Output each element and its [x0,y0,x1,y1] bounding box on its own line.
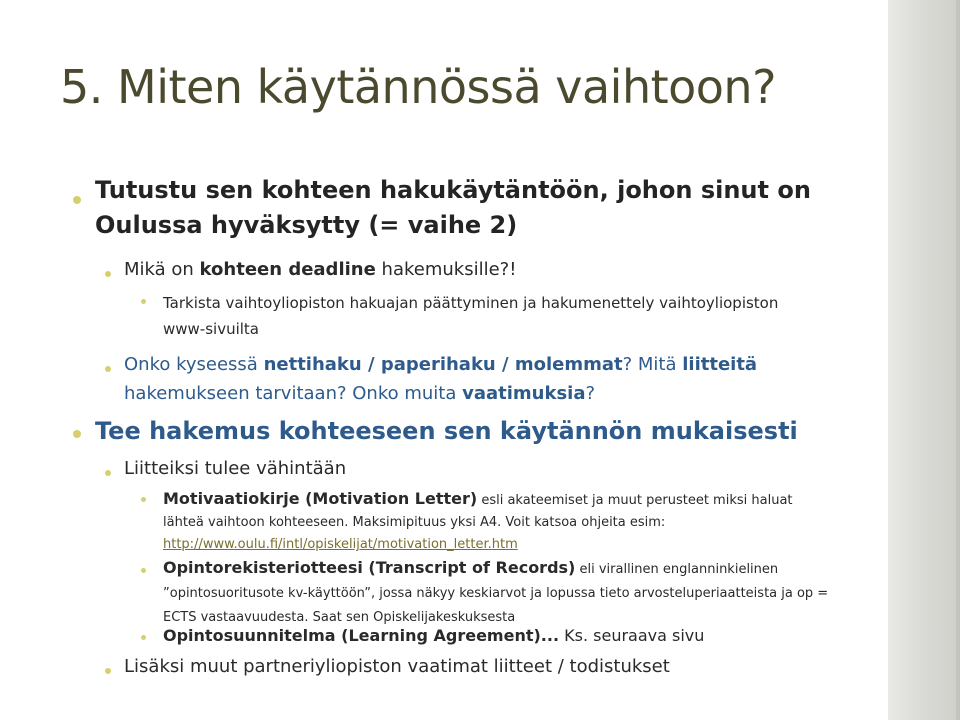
bullet-text: Tee hakemus kohteeseen sen käytännön mukaisesti [95,417,798,445]
text-segment: Ks. seuraava sivu [559,626,705,645]
text-segment: hakemukseen tarvitaan? Onko muita [124,383,463,404]
bullet-dot [105,271,111,277]
text-segment: eli virallinen englanninkielinen ”opintosuoritusote kv-käyttöön”, jossa näkyy keskiarvot ja lopussa tieto arvosteluperiaatteista ja op = ECTS vastaavuudesta. Saat sen Opiskelijakeskuksesta [163,562,829,625]
text-segment-bold: nettihaku / paperihaku / molemmat [263,354,623,375]
bullet-level3-check [163,290,803,342]
text-segment: hakemuksille?! [375,259,517,280]
text-segment: Mikä on [124,259,200,280]
bullet-text: Tarkista vaihtoyliopiston hakuajan päättyminen ja hakumenettely vaihtoyliopiston www-sivuilta [163,294,779,338]
bullet-text: Lisäksi muut partneriyliopiston vaatimat liitteet / todistukset [124,656,670,677]
text-segment-bold: liitteitä [682,354,758,375]
text-segment: ? [585,383,596,404]
text-segment: ? Mitä [622,354,683,375]
bullet-level2-deadline [124,257,824,283]
bullet-dot [141,299,146,304]
slide-title: 5. Miten käytännössä vaihtoon? [60,60,776,114]
text-segment: Onko kyseessä [124,354,264,375]
bullet-dot [141,497,146,502]
bullet-level2-method [124,350,844,408]
right-decor-edge [956,0,960,720]
bullet-text: Liitteiksi tulee vähintään [124,458,347,479]
bullet-level2-other [124,654,844,680]
text-segment: esli akateemiset ja muut perusteet miksi haluat lähteä vaihtoon kohteeseen. Maksimipituus yksi A4. Voit katsoa ohjeita esim: [163,493,793,530]
bullet-dot [141,568,146,573]
bullet-dot [73,196,81,204]
text-segment-bold: Opintorekisteriotteesi (Transcript of Records) [163,558,576,577]
bullet-level3-motivation [163,488,823,555]
bullet-level1-research [95,173,815,243]
text-segment-bold: kohteen deadline [199,259,376,280]
bullet-text: Tutustu sen kohteen hakukäytäntöön, johon sinut on Oulussa hyväksytty (= vaihe 2) [95,176,811,239]
text-segment-bold: vaatimuksia [462,383,586,404]
bullet-level3-learning-agreement [163,624,823,648]
bullet-dot [73,430,81,438]
bullet-dot [105,366,111,372]
text-segment-bold: Motivaatiokirje (Motivation Letter) [163,489,478,508]
motivation-letter-link[interactable]: http://www.oulu.fi/intl/opiskelijat/motivation_letter.htm [163,537,518,552]
bullet-level3-transcript [163,557,833,629]
text-segment-bold: Opintosuunnitelma (Learning Agreement)... [163,626,560,645]
bullet-level1-apply [95,414,835,449]
bullet-dot [141,635,146,640]
bullet-level2-attachments [124,456,824,482]
bullet-dot [105,470,111,476]
bullet-dot [105,668,111,674]
right-decor-strip [888,0,960,720]
